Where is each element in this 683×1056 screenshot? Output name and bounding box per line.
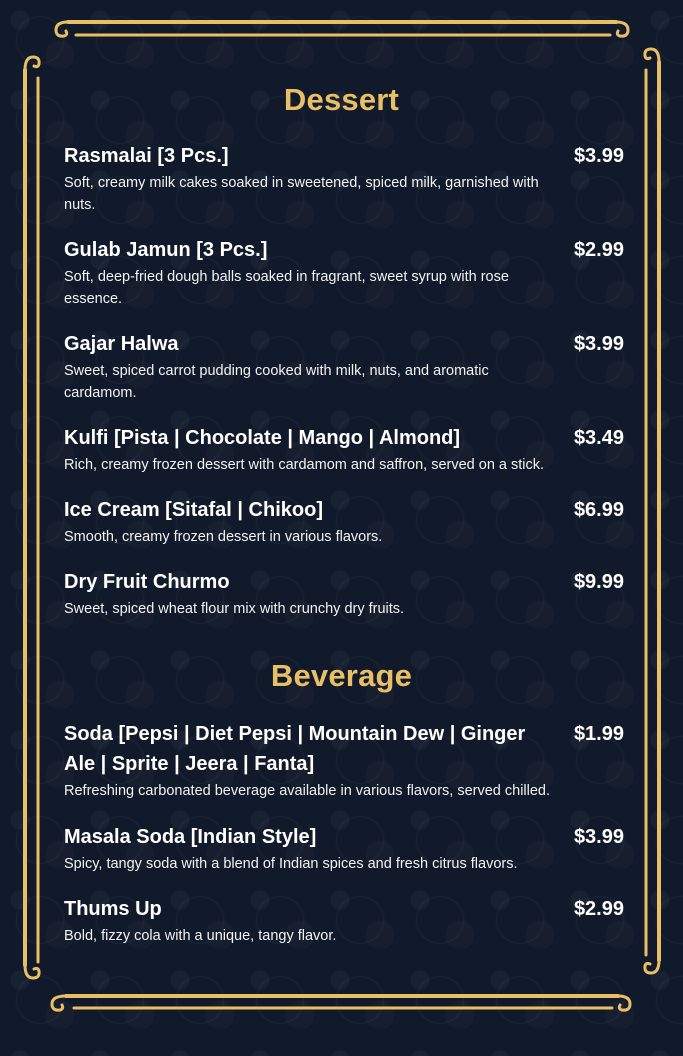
item-name: Thums Up	[64, 898, 162, 920]
item-name: Ice Cream [Sitafal | Chikoo]	[64, 499, 323, 521]
item-price: $3.99	[573, 826, 624, 848]
menu-item	[64, 719, 624, 802]
beverage-heading: Beverage	[270, 658, 413, 693]
item-name: Dry Fruit Churmo	[64, 571, 230, 593]
item-description: Sweet, spiced carrot pudding cooked with milk, nuts, and aromatic cardamom.	[64, 363, 489, 401]
item-name: Masala Soda [Indian Style]	[64, 826, 317, 848]
menu-item	[64, 329, 624, 404]
item-price: $3.49	[573, 427, 624, 449]
item-price: $3.99	[573, 333, 624, 355]
menu-item	[64, 495, 624, 548]
item-name: Rasmalai [3 Pcs.]	[64, 145, 229, 167]
item-name: Gulab Jamun [3 Pcs.]	[64, 239, 268, 261]
item-price: $1.99	[573, 723, 624, 745]
item-description: Bold, fizzy cola with a unique, tangy flavor.	[64, 928, 337, 944]
item-price: $9.99	[573, 571, 624, 593]
item-name: Soda [Pepsi | Diet Pepsi | Mountain Dew | Ginger Ale | Sprite | Jeera | Fanta]	[64, 723, 526, 775]
dessert-heading: Dessert	[283, 82, 400, 117]
menu-item	[64, 141, 624, 216]
item-description: Sweet, spiced wheat flour mix with crunchy dry fruits.	[64, 601, 405, 617]
item-price: $2.99	[573, 898, 624, 920]
item-description: Rich, creamy frozen dessert with cardamom and saffron, served on a stick.	[64, 457, 545, 473]
item-description: Soft, creamy milk cakes soaked in sweetened, spiced milk, garnished with nuts.	[64, 175, 539, 213]
menu-item	[64, 235, 624, 310]
item-description: Smooth, creamy frozen dessert in various flavors.	[64, 529, 383, 545]
item-price: $6.99	[573, 499, 624, 521]
item-description: Spicy, tangy soda with a blend of Indian spices and fresh citrus flavors.	[64, 856, 518, 872]
item-price: $2.99	[573, 239, 624, 261]
item-name: Kulfi [Pista | Chocolate | Mango | Almond]	[64, 427, 461, 449]
menu-item	[64, 423, 624, 476]
menu-item	[64, 822, 624, 875]
menu-item	[64, 567, 624, 620]
item-price: $3.99	[573, 145, 624, 167]
item-name: Gajar Halwa	[64, 333, 179, 355]
menu-item	[64, 894, 624, 947]
item-description: Refreshing carbonated beverage available in various flavors, served chilled.	[64, 783, 551, 799]
item-description: Soft, deep-fried dough balls soaked in fragrant, sweet syrup with rose essence.	[64, 269, 509, 307]
